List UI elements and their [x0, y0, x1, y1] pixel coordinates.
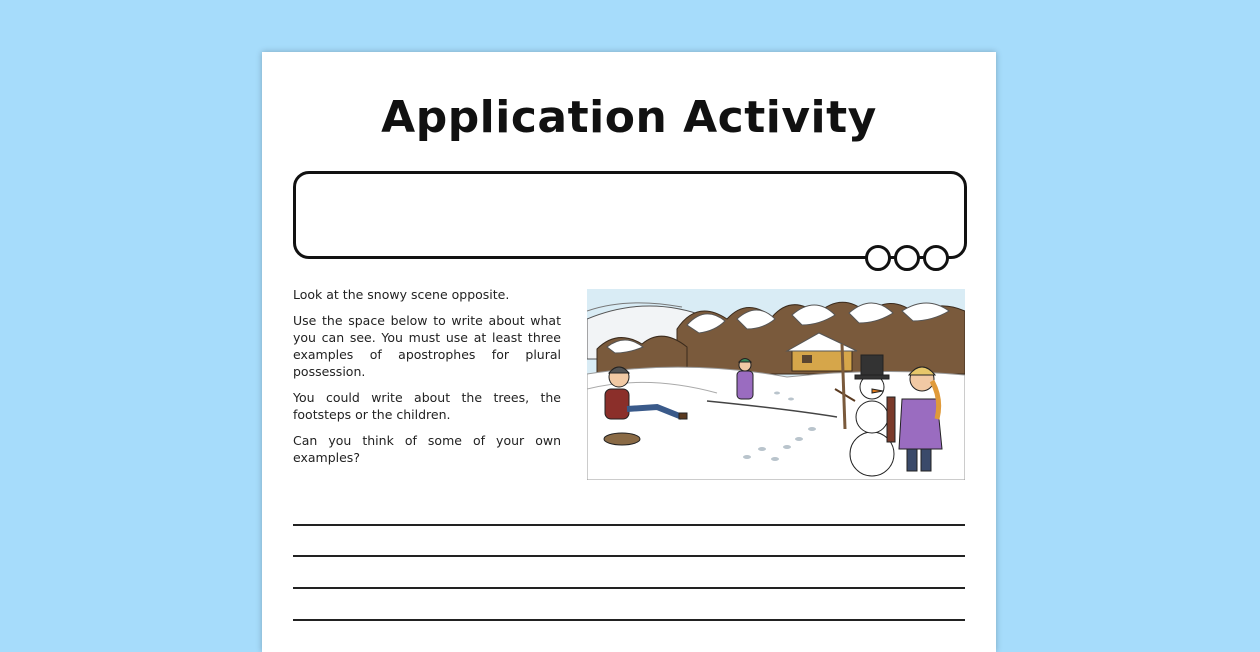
writing-line[interactable]	[293, 587, 965, 589]
instruction-4: Can you think of some of your own examples?	[293, 433, 561, 465]
dot-icon	[894, 245, 920, 271]
instruction-2: Use the space below to write about what you can see. You must use at least three examples of apostrophes for plural possession.	[293, 313, 561, 379]
dot-icon	[865, 245, 891, 271]
writing-line[interactable]	[293, 619, 965, 621]
instruction-3: You could write about the trees, the footsteps or the children.	[293, 390, 561, 422]
instruction-1: Look at the snowy scene opposite.	[293, 287, 510, 302]
snowy-scene-illustration	[587, 289, 965, 480]
page-title: Application Activity	[381, 92, 877, 143]
writing-line[interactable]	[293, 555, 965, 557]
dot-icon	[923, 245, 949, 271]
instructions	[293, 286, 561, 475]
writing-line[interactable]	[293, 524, 965, 526]
worksheet-page	[262, 52, 996, 652]
three-dots-icon	[865, 245, 949, 271]
